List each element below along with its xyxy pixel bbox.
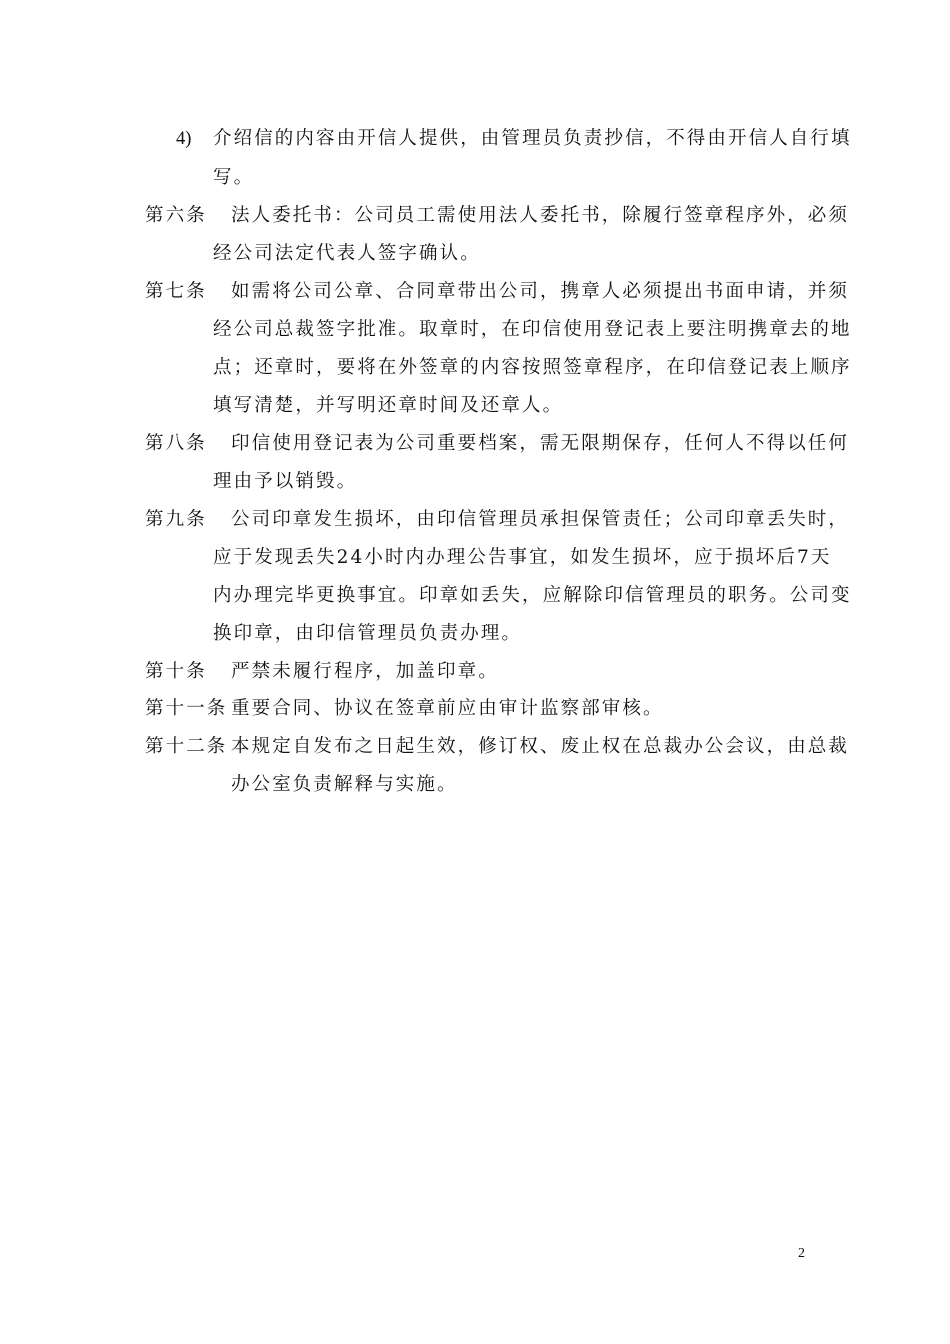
article-text-line: 办公室负责解释与实施。 <box>231 774 458 795</box>
article-text-line: 换印章，由印信管理员负责办理。 <box>213 623 523 644</box>
article-text-line: 内办理完毕更换事宜。印章如丢失，应解除印信管理员的职务。公司变 <box>213 585 852 606</box>
article-label: 第九条 <box>145 509 207 530</box>
article-label: 第六条 <box>145 205 207 226</box>
article-text-line: 应于发现丢失24小时内办理公告事宜，如发生损坏，应于损坏后7天 <box>213 547 832 568</box>
article-label: 第十二条 <box>145 736 228 757</box>
article-label: 第十一条 <box>145 698 228 719</box>
article-label: 第七条 <box>145 281 207 302</box>
item-text-line: 写。 <box>213 167 255 188</box>
article-text-line: 公司印章发生损坏，由印信管理员承担保管责任；公司印章丢失时， <box>231 509 850 530</box>
article-text-line: 理由予以销毁。 <box>213 471 358 492</box>
article-text-line: 填写清楚，并写明还章时间及还章人。 <box>213 395 564 416</box>
article-text-line: 点；还章时，要将在外签章的内容按照签章程序，在印信登记表上顺序 <box>213 357 852 378</box>
page-number: 2 <box>798 1246 805 1261</box>
article-text-line: 重要合同、协议在签章前应由审计监察部审核。 <box>231 698 664 719</box>
item-label: 4) <box>176 129 192 149</box>
article-label: 第八条 <box>145 433 207 454</box>
article-text-line: 如需将公司公章、合同章带出公司，携章人必须提出书面申请，并须 <box>231 281 850 302</box>
article-text-line: 严禁未履行程序，加盖印章。 <box>231 661 499 682</box>
article-text-line: 经公司法定代表人签字确认。 <box>213 243 481 264</box>
item-text-line: 介绍信的内容由开信人提供，由管理员负责抄信，不得由开信人自行填 <box>213 128 852 149</box>
article-text-line: 本规定自发布之日起生效，修订权、废止权在总裁办公会议，由总裁 <box>231 736 850 757</box>
article-text-line: 法人委托书：公司员工需使用法人委托书，除履行签章程序外，必须 <box>231 205 850 226</box>
article-text-line: 印信使用登记表为公司重要档案，需无限期保存，任何人不得以任何 <box>231 433 850 454</box>
article-text-line: 经公司总裁签字批准。取章时，在印信使用登记表上要注明携章去的地 <box>213 319 852 340</box>
article-label: 第十条 <box>145 661 207 682</box>
